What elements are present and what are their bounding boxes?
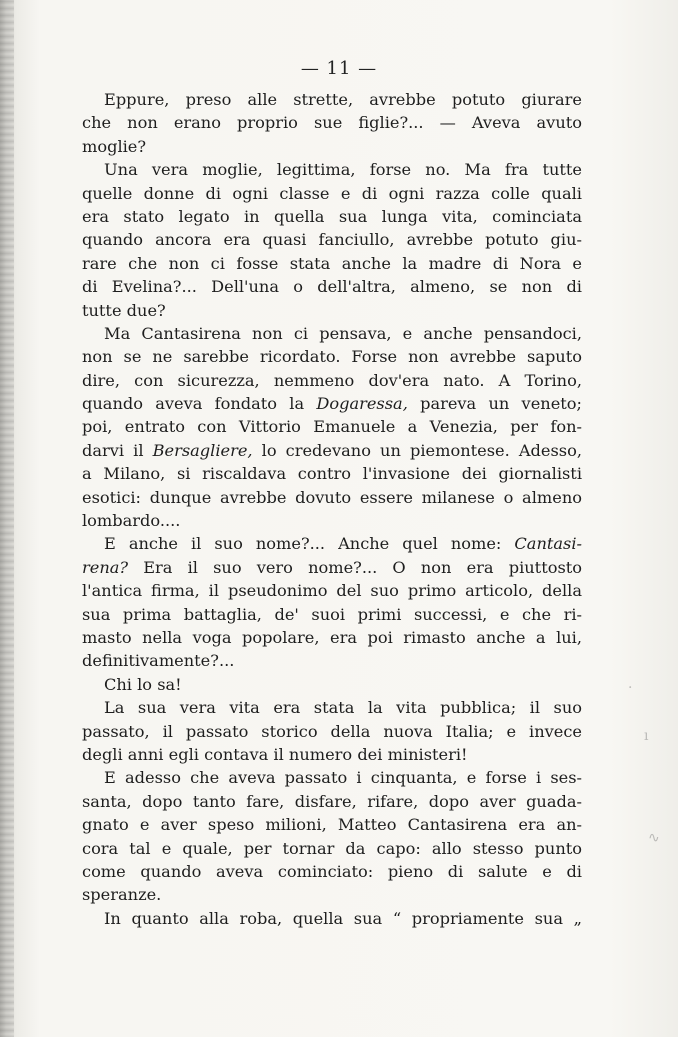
text-line — [82, 532, 582, 555]
text-line — [82, 790, 582, 813]
text-line — [82, 626, 582, 649]
text-line-content: come quando aveva cominciato: pieno di salute e di — [82, 861, 582, 881]
text-line — [82, 88, 582, 111]
text-line — [82, 415, 582, 438]
text-line-content: masto nella voga popolare, era poi rimasto anche a lui, — [82, 627, 582, 647]
text-line-content: darvi il — [82, 440, 144, 460]
text-line-content: E adesso che aveva passato i cinquanta, e forse i ses- — [104, 768, 582, 788]
text-line-content: poi, entrato con Vittorio Emanuele a Venezia, per fon- — [82, 417, 582, 437]
text-line — [82, 579, 582, 602]
text-line-content: E anche il suo nome?... Anche quel nome: — [104, 534, 502, 554]
text-line — [82, 509, 582, 532]
text-line-content: l'antica firma, il pseudonimo del suo primo articolo, della — [82, 581, 582, 601]
text-line — [82, 322, 582, 345]
text-line — [82, 813, 582, 836]
text-line-content: quando aveva fondato la — [82, 394, 305, 414]
text-line — [82, 299, 582, 322]
text-line — [82, 392, 582, 415]
text-line — [82, 369, 582, 392]
text-line-content: dire, con sicurezza, nemmeno dov'era nato. A Torino, — [82, 370, 582, 390]
text-line-content: gnato e aver speso milioni, Matteo Cantasirena era an- — [82, 815, 582, 835]
text-line — [82, 556, 582, 579]
text-line — [82, 696, 582, 719]
text-line-content: quando ancora era quasi fanciullo, avrebbe potuto giu- — [82, 230, 582, 250]
text-line-content: che non erano proprio sue figlie?... — Aveva avuto — [82, 113, 582, 133]
text-line-continuation: lo credevano un piemontese. Adesso, — [252, 440, 582, 460]
margin-smudges: · ı ∿ — [628, 680, 660, 846]
text-line-content: degli anni egli contava il numero dei ministeri! — [82, 744, 468, 764]
text-line-content: era stato legato in quella sua lunga vita, cominciata — [82, 206, 582, 226]
italic-title: Cantasi- — [514, 534, 582, 554]
text-line-content: passato, il passato storico della nuova Italia; e invece — [82, 721, 582, 741]
text-line-content: Chi lo sa! — [104, 674, 182, 694]
text-line-content: non se ne sarebbe ricordato. Forse non avrebbe saputo — [82, 347, 582, 367]
text-line — [82, 111, 582, 134]
text-line — [82, 462, 582, 485]
body-text — [82, 88, 582, 930]
text-line-content: lombardo.... — [82, 511, 181, 531]
text-line — [82, 907, 582, 930]
text-line — [82, 649, 582, 672]
text-line-content: di Evelina?... Dell'una o dell'altra, almeno, se non di — [82, 277, 582, 297]
page-gutter — [0, 0, 14, 1037]
italic-title: Bersagliere, — [152, 440, 253, 460]
text-line — [82, 158, 582, 181]
text-line — [82, 252, 582, 275]
text-line-content: a Milano, si riscaldava contro l'invasione dei giornalisti — [82, 464, 582, 484]
text-line-continuation: Era il suo vero nome?... O non era piuttosto — [128, 557, 582, 577]
text-line — [82, 205, 582, 228]
text-line-content: santa, dopo tanto fare, disfare, rifare, dopo aver guada- — [82, 791, 582, 811]
text-line — [82, 439, 582, 462]
text-line — [82, 135, 582, 158]
text-line — [82, 486, 582, 509]
text-line — [82, 182, 582, 205]
text-line-content: Eppure, preso alle strette, avrebbe potuto giurare — [104, 90, 582, 109]
text-line — [82, 743, 582, 766]
page-number: — 11 — — [300, 58, 378, 79]
text-line-content: rare che non ci fosse stata anche la madre di Nora e — [82, 253, 582, 273]
text-line — [82, 883, 582, 906]
text-line-content: Una vera moglie, legittima, forse no. Ma fra tutte — [104, 160, 582, 180]
text-line — [82, 837, 582, 860]
text-line-content: definitivamente?... — [82, 651, 235, 671]
text-line-content: moglie? — [82, 136, 147, 156]
text-line — [82, 720, 582, 743]
text-line-continuation: pareva un veneto; — [407, 394, 582, 414]
text-line-content: sua prima battaglia, de' suoi primi successi, e che ri- — [82, 604, 582, 624]
text-line-content: esotici: dunque avrebbe dovuto essere milanese o almeno — [82, 487, 582, 507]
text-line-content: Ma Cantasirena non ci pensava, e anche pensandoci, — [104, 323, 582, 343]
text-line-content: In quanto alla roba, quella sua “ propriamente sua „ — [104, 908, 582, 928]
text-line — [82, 766, 582, 789]
text-line — [82, 603, 582, 626]
text-line-content: quelle donne di ogni classe e di ogni razza colle quali — [82, 183, 582, 203]
italic-title: rena? — [82, 557, 129, 577]
text-line — [82, 673, 582, 696]
text-line — [82, 860, 582, 883]
text-line-content: tutte due? — [82, 300, 166, 320]
text-line-content: cora tal e quale, per tornar da capo: allo stesso punto — [82, 838, 582, 858]
text-line — [82, 228, 582, 251]
text-line — [82, 275, 582, 298]
italic-title: Dogaressa, — [316, 394, 408, 414]
text-line-content: La sua vera vita era stata la vita pubblica; il suo — [104, 698, 582, 718]
text-line-content: speranze. — [82, 885, 162, 905]
text-line — [82, 345, 582, 368]
